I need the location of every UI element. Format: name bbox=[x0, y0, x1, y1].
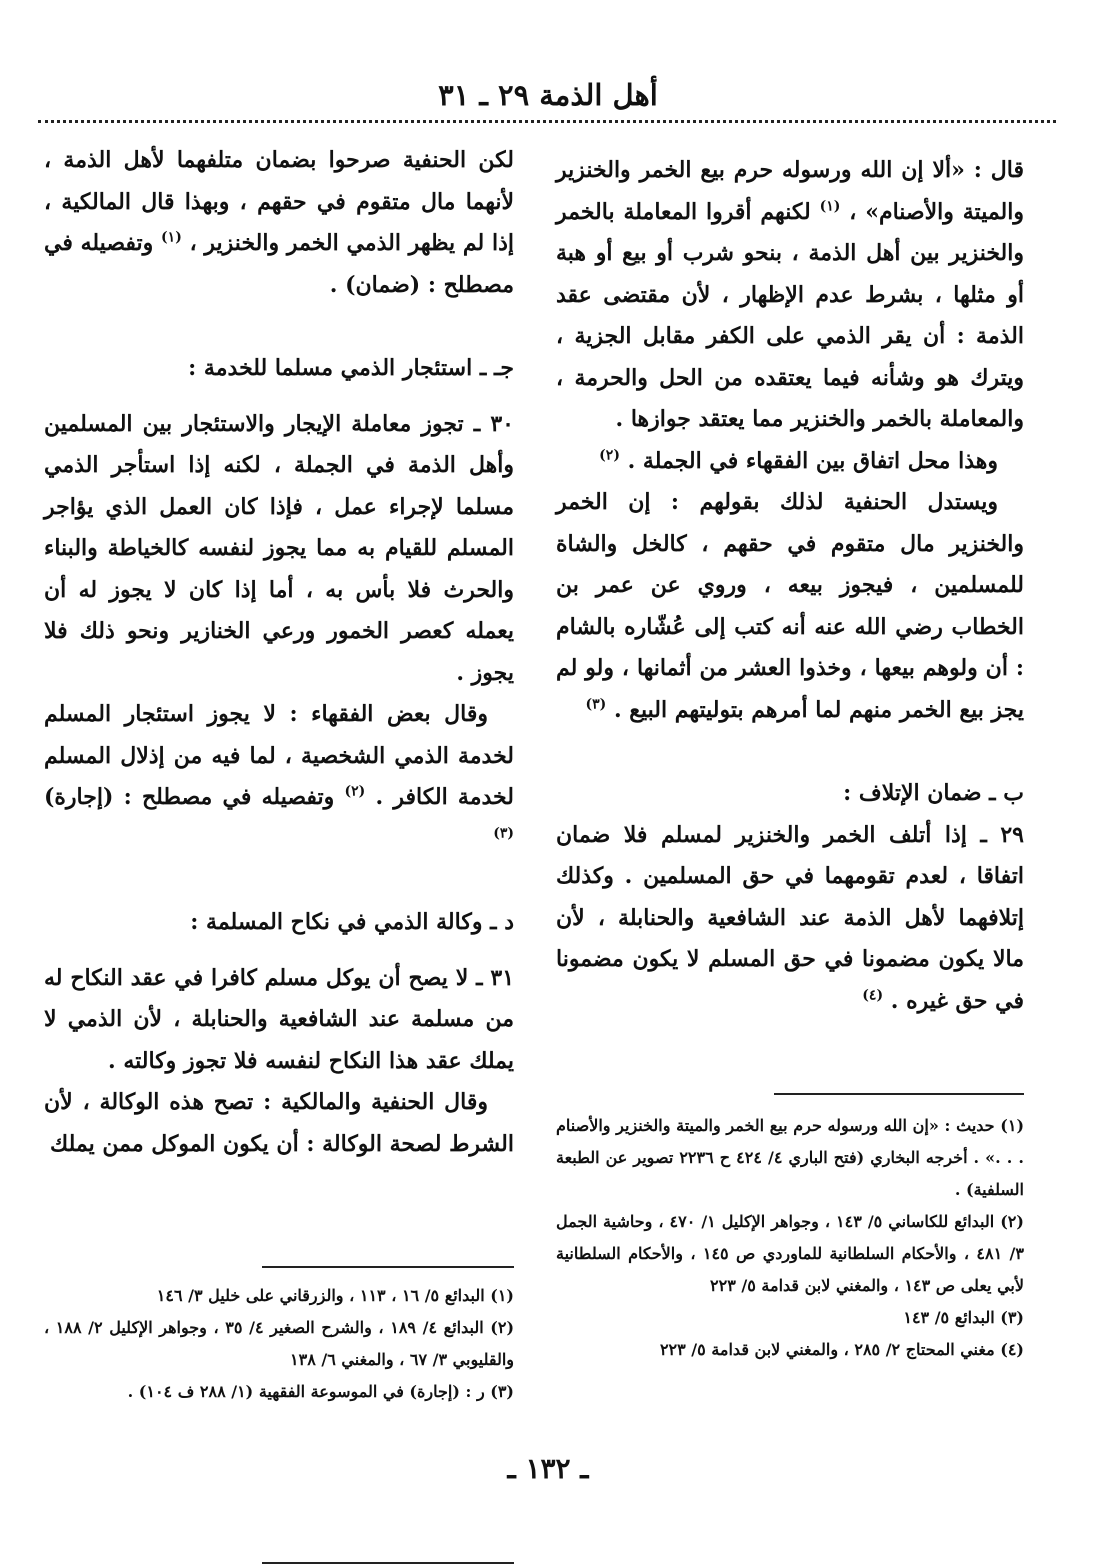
footnote-ref: (٣) bbox=[493, 825, 514, 842]
header-dotted-rule bbox=[38, 120, 1056, 123]
paragraph-number: ٢٩ ـ bbox=[980, 821, 1024, 848]
paragraph-hadith: قال : «ألا إن الله ورسوله حرم بيع الخمر والخنزير والميتة والأصنام» ، $^{(١)}$ لكنهم أقروا المعاملة بالخمر والخنزير بين أهل الذمة ، بنحو شرب أو بيع أو هبة أو مثلها ، بشرط عدم الإظهار ، لأن مقتضى عقد الذمة : أن يقر الذمي على الكفر مقابل الجزية ، ويترك هو وشأنه فيما يعتقده من الحل والحرمة ، والمعاملة بالخمر والخنزير مما يعتقد جوازها . bbox=[556, 157, 1024, 432]
section-heading-b: ب ـ ضمان الإتلاف : bbox=[843, 780, 1024, 806]
paragraph-hanafi-guarantee: لكن الحنفية صرحوا بضمان متلفهما لأهل الذمة ، لأنهما مال متقوم في حقهم ، وبهذا قال المالكية ، إذا لم يظهر الذمي الخمر والخنزير ، $^{(١)}$ وتفصيله في مصطلح : (ضمان) . bbox=[44, 147, 514, 298]
paragraph-hanafi-argument: ويستدل الحنفية لذلك بقولهم : إن الخمر والخنزير مال متقوم في حقهم ، كالخل والشاة للمسلمين ، فيجوز بيعه ، وروي عن عمر بن الخطاب رضي الله عنه أنه كتب إلى عُشّاره بالشام : أن ولوهم بيعها ، وخذوا العشر من أثمانها ، ولو لم يجز بيع الخمر منهم لما أمرهم بتوليتهم البيع . $^{(٣)}$ bbox=[556, 489, 1024, 723]
left-column bbox=[44, 140, 514, 1165]
right-column bbox=[556, 150, 1024, 1022]
footnote-item: (٣) البدائع ٥/ ١٤٣ bbox=[903, 1308, 1024, 1327]
paragraph-29: ٢٩ ـ إذا أتلف الخمر والخنزير لمسلم فلا ضمان اتفاقا ، لعدم تقومهما في حق المسلمين . وكذلك إتلافهما لأهل الذمة عند الشافعية والحنابلة ، لأن مالا يكون مضمونا في حق المسلم لا يكون مضمونا في حق غيره . $^{(٤)}$ bbox=[556, 821, 1024, 1014]
footnote-item: (١) البدائع ٥/ ١٦ ، ١١٣ ، والزرقاني على خليل ٣/ ١٤٦ bbox=[156, 1286, 514, 1305]
footnote-rule-left bbox=[262, 1266, 514, 1268]
footnote-ref: (١) bbox=[819, 198, 841, 215]
footnote-ref: (٢) bbox=[344, 783, 366, 800]
footnote-ref: (٤) bbox=[862, 987, 884, 1004]
footnotes-left bbox=[44, 1280, 514, 1408]
footnote-rule-right bbox=[774, 1093, 1024, 1095]
footnote-item: (١) حديث : «إن الله ورسوله حرم بيع الخمر والميتة والخنزير والأصنام . . .» . أخرجه البخاري (فتح الباري ٤/ ٤٢٤ ح ٢٢٣٦ تصوير عن الطبعة السلفية) . bbox=[556, 1116, 1025, 1199]
footnote-ref: (١) bbox=[161, 229, 182, 246]
footnote-item: (٢) البدائع للكاساني ٥/ ١٤٣ ، وجواهر الإكليل ١/ ٤٧٠ ، وحاشية الجمل ٣/ ٤٨١ ، والأحكام السلطانية للماوردي ص ١٤٥ ، والأحكام السلطانية لأبي يعلى ص ١٤٣ ، والمغني لابن قدامة ٥/ ٢٢٣ bbox=[556, 1212, 1024, 1295]
paragraph-number: ٣١ ـ bbox=[476, 964, 515, 991]
footnote-item: (٣) ر : (إجارة) في الموسوعة الفقهية (١/ ٢٨٨ ف ١٠٤) . bbox=[127, 1382, 514, 1401]
paragraph-30: ٣٠ ـ تجوز معاملة الإيجار والاستئجار بين المسلمين وأهل الذمة في الجملة ، لكنه إذا استأجر الذمي مسلما لإجراء عمل ، فإذا كان العمل الذي يؤاجر المسلم للقيام به مما يجوز لنفسه كالخياطة والبناء والحرث فلا بأس به ، أما إذا كان لا يجوز له أن يعمله كعصر الخمور ورعي الخنازير ونحو ذلك فلا يجوز . bbox=[44, 410, 514, 686]
footnote-ref: (٢) bbox=[599, 447, 620, 464]
section-heading-j: جـ ـ استئجار الذمي مسلما للخدمة : bbox=[188, 355, 514, 381]
section-heading-d: د ـ وكالة الذمي في نكاح المسلمة : bbox=[190, 909, 514, 935]
footnote-ref: (٣) bbox=[585, 696, 607, 713]
paragraph-some-jurists: وقال بعض الفقهاء : لا يجوز استئجار المسلم لخدمة الذمي الشخصية ، لما فيه من إذلال المسلم لخدمة الكافر . $^{(٢)}$ وتفصيله في مصطلح : (إجارة) $^{(٣)}$ bbox=[44, 701, 514, 842]
running-header: أهل الذمة ٢٩ ـ ٣١ bbox=[438, 78, 658, 112]
footnotes-right bbox=[556, 1110, 1024, 1366]
paragraph-hanafi-maliki: وقال الحنفية والمالكية : تصح هذه الوكالة ، لأن الشرط لصحة الوكالة : أن يكون الموكل ممن يملك bbox=[44, 1089, 514, 1157]
page-number: ـ ١٣٢ ـ bbox=[507, 1452, 589, 1485]
paragraph-number: ٣٠ ـ bbox=[473, 410, 514, 437]
paragraph-agreement: وهذا محل اتفاق بين الفقهاء في الجملة . $^{(٢)}$ bbox=[599, 447, 998, 474]
footnote-item: (٢) البدائع ٤/ ١٨٩ ، والشرح الصغير ٤/ ٣٥ ، وجواهر الإكليل ٢/ ١٨٨ ، والقليوبي ٣/ ٦٧ ، والمغني ٦/ ١٣٨ bbox=[44, 1318, 515, 1369]
footnote-item: (٤) مغني المحتاج ٢/ ٢٨٥ ، والمغني لابن قدامة ٥/ ٢٢٣ bbox=[659, 1340, 1024, 1359]
paragraph-31: ٣١ ـ لا يصح أن يوكل مسلم كافرا في عقد النكاح له من مسلمة عند الشافعية والحنابلة ، لأن الذمي لا يملك عقد هذا النكاح لنفسه فلا تجوز وكالته . bbox=[44, 964, 515, 1074]
